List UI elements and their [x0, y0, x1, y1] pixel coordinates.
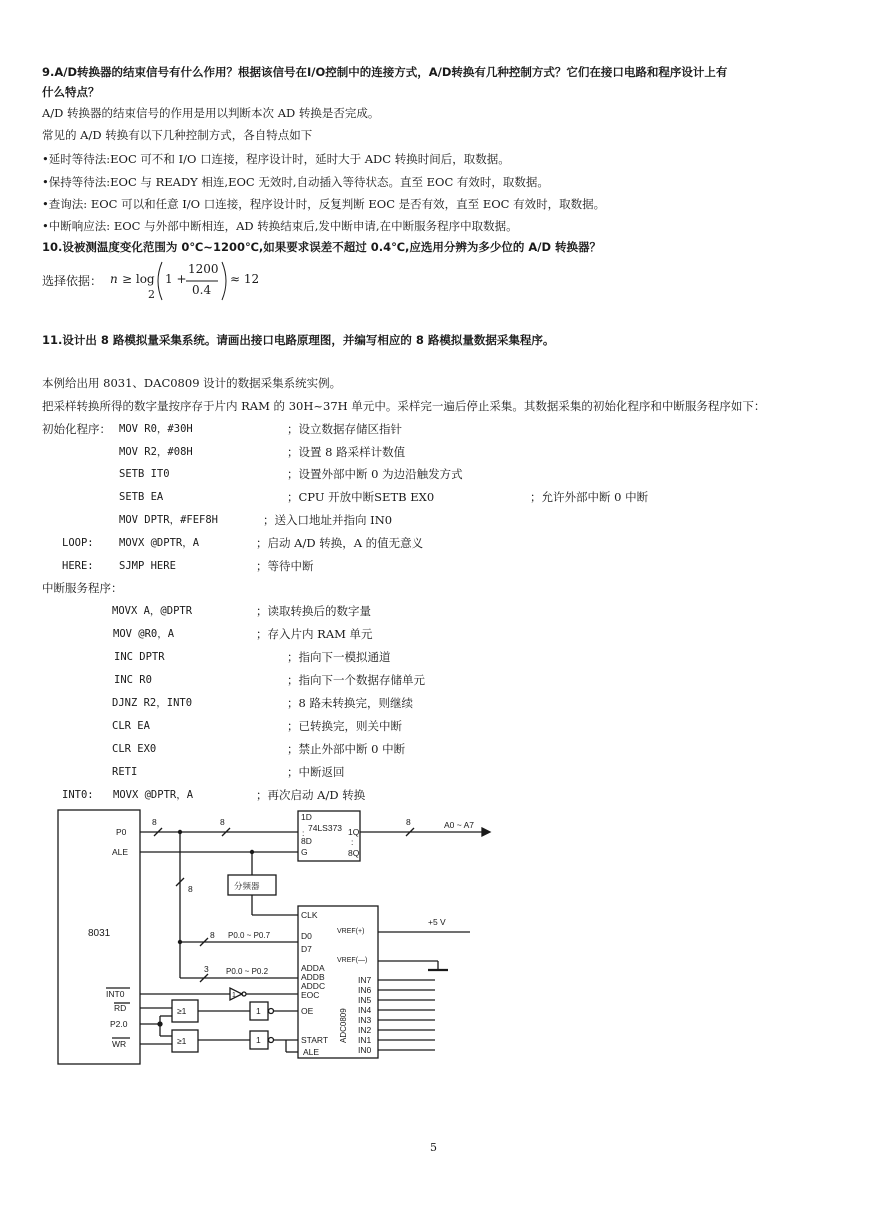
- q9-answer-2: 常见的 A/D 转换有以下几种控制方式，各自特点如下: [42, 128, 313, 142]
- formula-label: 选择依据：: [42, 274, 103, 288]
- adc-pin-addb: ADDB: [301, 972, 325, 982]
- bus-width-label: 8: [152, 817, 157, 827]
- code-label: INT0:: [62, 789, 94, 801]
- formula-n: n: [110, 272, 118, 286]
- q9-answer-1: A/D 转换器的结束信号的作用是用以判断本次 AD 转换是否完成。: [42, 106, 380, 120]
- formula-one: 1 +: [165, 272, 187, 286]
- adc-pin-oe: OE: [301, 1006, 314, 1016]
- formula-base: 2: [148, 288, 155, 301]
- code-comment: ；设立数据存储区指针: [287, 422, 402, 436]
- circuit-diagram: [50, 808, 520, 1070]
- not-gate-label: 1: [256, 1035, 261, 1045]
- code-line: MOVX @DPTR，A: [113, 789, 194, 801]
- formula-numerator: 1200: [188, 262, 219, 276]
- or-gate-label: ≥1: [177, 1036, 187, 1046]
- bus-width-label: 8: [188, 884, 193, 894]
- code-line: MOV @R0，A: [113, 628, 175, 640]
- bus-label-p00-p02: P0.0 ~ P0.2: [226, 967, 269, 976]
- adc-pin-in3: IN3: [358, 1015, 372, 1025]
- page-number: 5: [430, 1141, 437, 1154]
- latch-name: 74LS373: [308, 823, 343, 833]
- code-line: INC R0: [114, 674, 152, 686]
- q9-bullet-delay: •延时等待法:EOC 可不和 I/O 口连接，程序设计时，延时大于 ADC 转换时间后，取数据。: [42, 152, 510, 166]
- formula-log: ≥ log: [122, 272, 155, 286]
- code-line: MOV R0，#30H: [119, 423, 193, 435]
- adc-pin-adda: ADDA: [301, 963, 325, 973]
- q11-intro-1: 本例给出用 8031、DAC0809 设计的数据采集系统实例。: [42, 376, 342, 390]
- adc-pin-in7: IN7: [358, 975, 372, 985]
- code-comment: ；送入口地址并指向 IN0: [263, 513, 393, 527]
- code-comment: ；等待中断: [256, 559, 314, 573]
- q11-title: 11.设计出 8 路模拟量采集系统。请画出接口电路原理图，并编写相应的 8 路模拟量数据采集程序。: [42, 333, 555, 347]
- adc-pin-in5: IN5: [358, 995, 372, 1005]
- isr-label: 中断服务程序：: [42, 581, 123, 595]
- code-comment: ；再次启动 A/D 转换: [256, 788, 366, 802]
- cpu-label: 8031: [88, 928, 111, 939]
- q9-title-line1: 9.A/D转换器的结束信号有什么作用？根据该信号在I/O控制中的连接方式，A/D转换有几种控制方式？它们在接口电路和程序设计上有: [42, 65, 728, 79]
- pin-rd: RD: [114, 1003, 127, 1013]
- adc-name: ADC0809: [339, 1008, 348, 1043]
- code-comment: ；存入片内 RAM 单元: [256, 627, 373, 641]
- bus-width-label: 8: [210, 930, 215, 940]
- code-line: INC DPTR: [114, 651, 165, 663]
- code-line: CLR EA: [112, 720, 150, 732]
- code-comment: ；读取转换后的数字量: [256, 604, 371, 618]
- code-label: LOOP:: [62, 537, 94, 549]
- bus-label-p00-p07: P0.0 ~ P0.7: [228, 931, 271, 940]
- pin-p0: P0: [116, 827, 127, 837]
- code-comment: ；中断返回: [287, 765, 345, 779]
- adc-pin-addc: ADDC: [301, 981, 326, 991]
- pin-p20: P2.0: [110, 1019, 128, 1029]
- or-gate-label: ≥1: [177, 1006, 187, 1016]
- adc-pin-d0: D0: [301, 931, 312, 941]
- formula-denominator: 0.4: [192, 283, 212, 297]
- bus-width-label: 8: [220, 817, 225, 827]
- adc-pin-in1: IN1: [358, 1035, 372, 1045]
- code-label: HERE:: [62, 560, 94, 572]
- code-comment: ；8 路未转换完，则继续: [287, 696, 413, 710]
- code-comment: ；已转换完，则关中断: [287, 719, 402, 733]
- latch-pin-dots: :: [302, 828, 305, 838]
- address-out-label: A0 ~ A7: [444, 820, 475, 830]
- code-line: RETI: [112, 766, 138, 778]
- code-line: MOV DPTR，#FEF8H: [119, 514, 219, 526]
- not-gate-label: 1: [232, 992, 236, 999]
- code-line: SJMP HERE: [119, 560, 176, 572]
- code-line: SETB IT0: [119, 468, 170, 480]
- q10-title: 10.设被测温度变化范围为 0℃~1200℃,如果要求误差不超过 0.4℃,应选用分辨为多少位的 A/D 转换器？: [42, 240, 602, 254]
- code-comment: ；禁止外部中断 0 中断: [287, 742, 406, 756]
- code-line: MOVX A，@DPTR: [112, 605, 193, 617]
- adc-pin-in2: IN2: [358, 1025, 372, 1035]
- code-comment: ；指向下一个数据存储单元: [287, 673, 425, 687]
- adc-pin-eoc: EOC: [301, 990, 320, 1000]
- adc-pin-in0: IN0: [358, 1045, 372, 1055]
- bus-width-label: 8: [406, 817, 411, 827]
- init-label: 初始化程序：: [42, 422, 111, 436]
- bus-width-label: 3: [204, 964, 209, 974]
- q9-bullet-poll: •查询法: EOC 可以和任意 I/O 口连接，程序设计时，反复判断 EOC 是否有效，直至 EOC 有效时，取数据。: [42, 197, 606, 211]
- q9-title-line2: 什么特点？: [42, 85, 100, 99]
- code-line: MOVX @DPTR，A: [119, 537, 200, 549]
- adc-pin-start: START: [301, 1035, 329, 1045]
- supply-5v: +5 V: [428, 917, 446, 927]
- latch-pin-1d: 1D: [301, 812, 312, 822]
- adc-pin-vref-minus: VREF(—): [337, 957, 368, 964]
- adc-pin-vref-plus: VREF(+): [337, 928, 365, 935]
- divider-label: 分频器: [234, 881, 260, 891]
- pin-wr: WR: [112, 1039, 127, 1049]
- latch-pin-qdots: :: [351, 837, 354, 847]
- code-comment: ；CPU 开放中断SETB EX0: [287, 490, 435, 504]
- code-line: MOV R2，#08H: [119, 446, 193, 458]
- code-comment-extra: ；允许外部中断 0 中断: [530, 490, 649, 504]
- code-line: DJNZ R2，INT0: [112, 697, 193, 709]
- latch-pin-g: G: [301, 847, 308, 857]
- adc-pin-in4: IN4: [358, 1005, 372, 1015]
- code-comment: ；设置 8 路采样计数值: [287, 445, 406, 459]
- adc-pin-d7: D7: [301, 944, 312, 954]
- not-gate-label: 1: [256, 1006, 261, 1016]
- q9-bullet-hold: •保持等待法:EOC 与 READY 相连,EOC 无效时,自动插入等待状态。直至 EOC 有效时，取数据。: [42, 175, 549, 189]
- code-line: SETB EA: [119, 491, 164, 503]
- pin-ale: ALE: [112, 847, 129, 857]
- code-comment: ；启动 A/D 转换，A 的值无意义: [256, 536, 424, 550]
- code-comment: ；设置外部中断 0 为边沿触发方式: [287, 467, 463, 481]
- adc-pin-clk: CLK: [301, 910, 318, 920]
- pin-int0: INT0: [106, 989, 125, 999]
- code-line: CLR EX0: [112, 743, 157, 755]
- latch-pin-8d: 8D: [301, 836, 312, 846]
- adc-pin-in6: IN6: [358, 985, 372, 995]
- q11-intro-2: 把采样转换所得的数字量按序存于片内 RAM 的 30H~37H 单元中。采样完一遍后停止采集。其数据采集的初始化程序和中断服务程序如下：: [42, 399, 766, 413]
- latch-pin-1q: 1Q: [348, 827, 360, 837]
- formula-result: ≈ 12: [230, 272, 260, 286]
- latch-pin-8q: 8Q: [348, 848, 360, 858]
- adc-pin-ale: ALE: [303, 1047, 320, 1057]
- code-comment: ；指向下一模拟通道: [287, 650, 391, 664]
- q9-bullet-interrupt: •中断响应法: EOC 与外部中断相连，AD 转换结束后,发中断申请,在中断服务程序中取数据。: [42, 219, 518, 233]
